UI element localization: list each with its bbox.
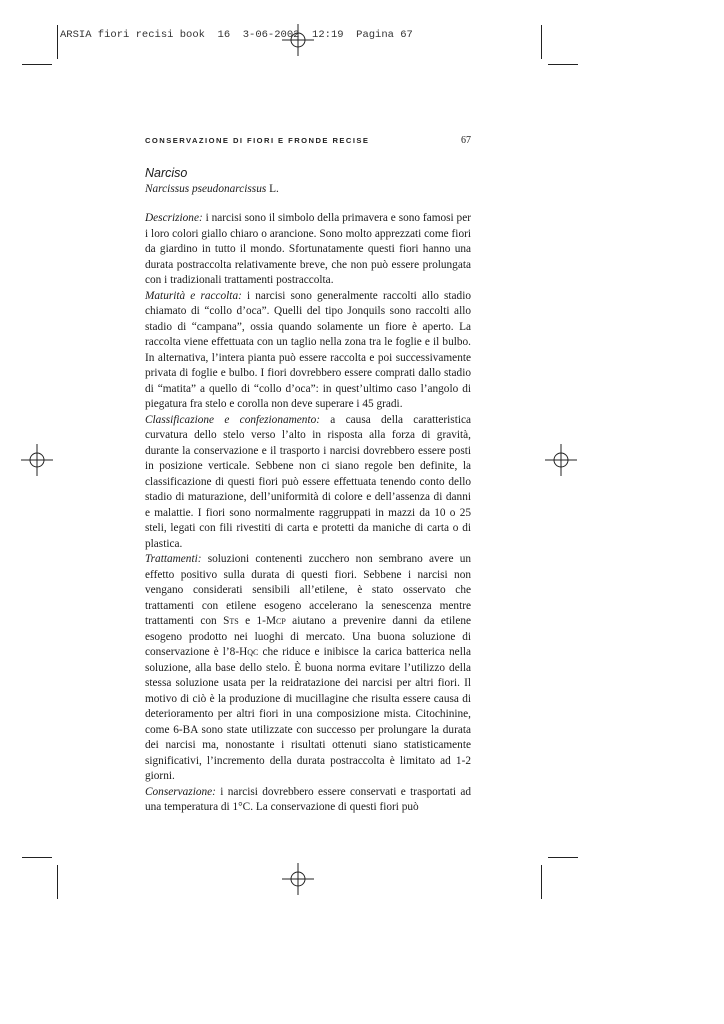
abbreviation: Hqc [239,646,259,658]
crop-mark-top-right-h [548,64,578,65]
paragraph-text: i narcisi dovrebbero essere conservati e trasportati ad una temperatura di 1°C. La conservazione di questi fiori può [145,785,471,813]
abbreviation: Mcp [265,615,286,627]
paragraph-text: soluzioni contenenti zucchero non sembrano avere un effetto positivo sulla durata di questi fiori. Sebbene i narcisi non vengano considerati sensibili all’etilene, è stato osservato che trattamenti con etilene esogeno accelerano la senescenza mentre trattamenti con [145,553,471,627]
section-title: Narciso [145,166,188,180]
crop-mark-top-left-v [57,25,58,59]
registration-mark-bottom [282,863,314,895]
crop-mark-top-right-v [541,25,542,59]
paragraph-classificazione [145,413,471,553]
crop-mark-bottom-right-v [541,865,542,899]
paragraph-label: Maturità e raccolta: [145,289,242,302]
paragraph-text: i narcisi sono generalmente raccolti allo stadio chiamato di “collo d’oca”. Quelli del tipo Jonquils sono raccolti allo stadio di “campana”, ossia quando solamente un fiore è aperto. La raccolta viene effettuata con un taglio nella zona tra le foglie e il bulbo. In alternativa, l’intera pianta può essere raccolta e poi successivamente privata di foglie e bulbo. I fiori dovrebbero essere comprati dallo stadio di “matita” a quello di “collo d’oca”: in quest’ultimo caso l’angolo di piegatura fra stelo e corolla non deve superare i 45 gradi. [145,289,471,410]
species-latin: Narcissus pseudonarcissus [145,183,267,195]
page-number: 67 [461,135,471,146]
paragraph-text: e 1- [238,615,266,627]
paragraph-text: che riduce e inibisce la carica batterica nella soluzione, alla base dello stelo. È buona norma evitare l’utilizzo della stessa soluzione usata per la reidratazione dei narcisi per altri fiori. Il motivo di ciò è la produzione di mucillagine che risulta essere causa di deterioramento per altri fiori in una composizione mista. Citochinine, come 6-BA sono state utilizzate con successo per prolungare la durata dei narcisi ma, nonostante i risultati ottenuti siano statisticamente significativi, l’incremento della durata postraccolta è limitato ad 1-2 giorni. [145,646,471,782]
crop-mark-top-left-h [22,64,52,65]
crop-mark-bottom-right-h [548,857,578,858]
paragraph-text: a causa della caratteristica curvatura dello stelo verso l’alto in risposta alla forza di gravità, durante la conservazione e il trasporto i narcisi dovrebbero essere posti in posizione verticale. Sebbene non ci siano regole ben definite, la classificazione di questi fiori può essere effettuata tenendo conto dello stadio di maturazione, dell’uniformità di colore e dell’assenza di danni e malattie. I fiori sono normalmente raggruppati in mazzi da 10 o 25 steli, legati con fili rivestiti di carta e protetti da maniche di carta o di plastica. [145,413,471,550]
paragraph-maturita [145,289,471,413]
abbreviation: Sts [223,615,239,627]
paragraph-label: Descrizione: [145,212,203,224]
paragraph-label: Trattamenti: [145,553,202,565]
crop-mark-bottom-left-h [22,857,52,858]
paragraph-conservazione [145,785,471,816]
paragraph-text: i narcisi sono il simbolo della primavera e sono famosi per i loro colori giallo chiaro o arancione. Sono molto apprezzati come fiori da giardino in tutto il mondo. Sfortunatamente questi fiori hanno una durata postraccolta relativamente breve, che non può essere prolungata con i tradizionali trattamenti postraccolta. [145,212,471,286]
registration-mark-top [282,24,314,56]
paragraph-text: aiutano a prevenire danni da etilene esogeno prodotto nei luoghi di mercato. Una buona soluzione di conservazione è l’8- [145,615,471,658]
crop-mark-bottom-left-v [57,865,58,899]
running-header-title: CONSERVAZIONE DI FIORI E FRONDE RECISE [145,136,370,145]
species-author: L. [269,183,279,195]
print-slug: ARSIA fiori recisi book 16 3-06-2002 12:19 Pagina 67 [60,29,413,41]
page-body [145,165,471,816]
registration-mark-left [21,444,53,476]
paragraph-descrizione [145,211,471,289]
paragraph-trattamenti [145,552,471,785]
registration-mark-right [545,444,577,476]
running-header [145,135,471,146]
species-name [145,181,471,197]
paragraph-label: Conservazione: [145,785,216,798]
paragraph-label: Classificazione e confezionamento: [145,413,320,426]
